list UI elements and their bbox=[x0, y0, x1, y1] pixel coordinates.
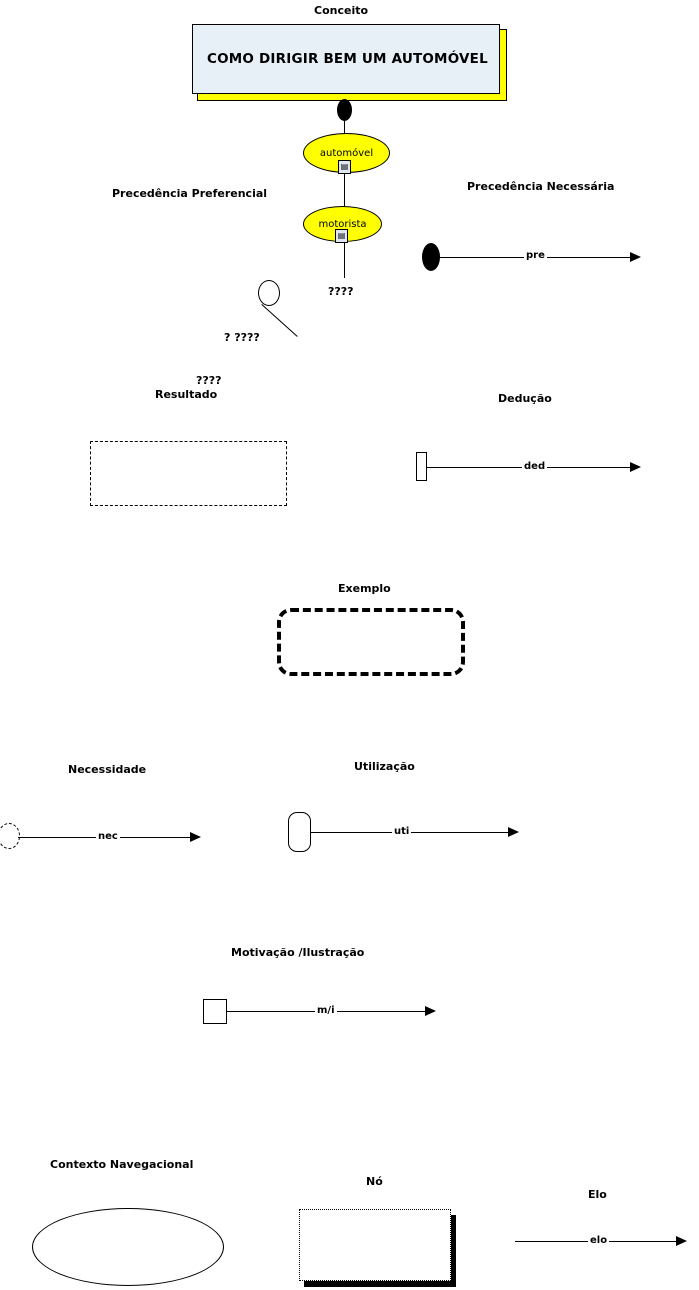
deducao-edge-label: ded bbox=[524, 461, 546, 472]
section-label-resultado: Resultado bbox=[155, 388, 218, 401]
document-icon-automovel: ▤ bbox=[338, 160, 351, 174]
necessary-precedence-edge-label: pre bbox=[526, 250, 545, 261]
connector-motorista-unknown bbox=[344, 243, 345, 278]
utilizacao-edge-label: uti bbox=[394, 826, 410, 837]
section-label-utilizacao: Utilização bbox=[354, 760, 415, 773]
section-label-exemplo: Exemplo bbox=[338, 582, 391, 595]
section-label-elo: Elo bbox=[588, 1188, 607, 1201]
section-label-no: Nó bbox=[366, 1175, 383, 1188]
preferential-precedence-line bbox=[261, 304, 297, 337]
concept-box[interactable] bbox=[192, 24, 500, 94]
deducao-arrowhead bbox=[630, 462, 641, 472]
no-shadow-bottom bbox=[304, 1281, 456, 1287]
contexto-navegacional-oval bbox=[32, 1208, 224, 1286]
utilizacao-source-rounded-rect bbox=[288, 812, 311, 852]
necessary-precedence-dot bbox=[422, 243, 440, 271]
unknown-label-conceito: ???? bbox=[328, 285, 354, 298]
node-motorista-label: motorista bbox=[318, 218, 367, 230]
section-label-necessidade: Necessidade bbox=[68, 763, 147, 776]
motivacao-arrowhead bbox=[425, 1006, 436, 1016]
section-label-contexto-navegacional: Contexto Navegacional bbox=[50, 1158, 194, 1171]
section-label-precedencia-preferencial: Precedência Preferencial bbox=[112, 187, 268, 200]
preferential-precedence-edge-label: ? ???? bbox=[224, 331, 260, 344]
necessidade-arrowhead bbox=[190, 832, 201, 842]
no-box[interactable] bbox=[299, 1209, 451, 1281]
section-label-motivacao-ilustracao: Motivação /Ilustração bbox=[231, 946, 365, 959]
section-label-conceito: Conceito bbox=[314, 4, 369, 17]
document-icon-motorista: ▤ bbox=[335, 229, 348, 243]
deducao-source-rect bbox=[416, 452, 427, 481]
resultado-dashed-rect bbox=[90, 441, 287, 506]
connector-automovel-motorista bbox=[344, 174, 345, 206]
motivacao-source-rect bbox=[203, 999, 227, 1024]
section-label-deducao: Dedução bbox=[498, 392, 552, 405]
preferential-precedence-oval bbox=[258, 280, 280, 306]
node-automovel-label: automóvel bbox=[319, 147, 374, 159]
connector-conceito-automovel bbox=[344, 118, 345, 134]
necessary-precedence-arrowhead bbox=[630, 252, 641, 262]
motivacao-edge-label: m/i bbox=[317, 1005, 335, 1016]
elo-arrowhead bbox=[676, 1236, 687, 1246]
exemplo-dashed-rect bbox=[277, 608, 465, 676]
necessidade-edge-label: nec bbox=[98, 831, 118, 842]
section-label-precedencia-necessaria: Precedência Necessária bbox=[467, 180, 615, 193]
preferential-precedence-secondary-label: ???? bbox=[196, 374, 222, 387]
necessidade-source-circle bbox=[0, 823, 20, 849]
concept-box-text: COMO DIRIGIR BEM UM AUTOMÓVEL bbox=[207, 51, 488, 67]
elo-edge-label: elo bbox=[590, 1235, 608, 1246]
utilizacao-arrowhead bbox=[508, 827, 519, 837]
